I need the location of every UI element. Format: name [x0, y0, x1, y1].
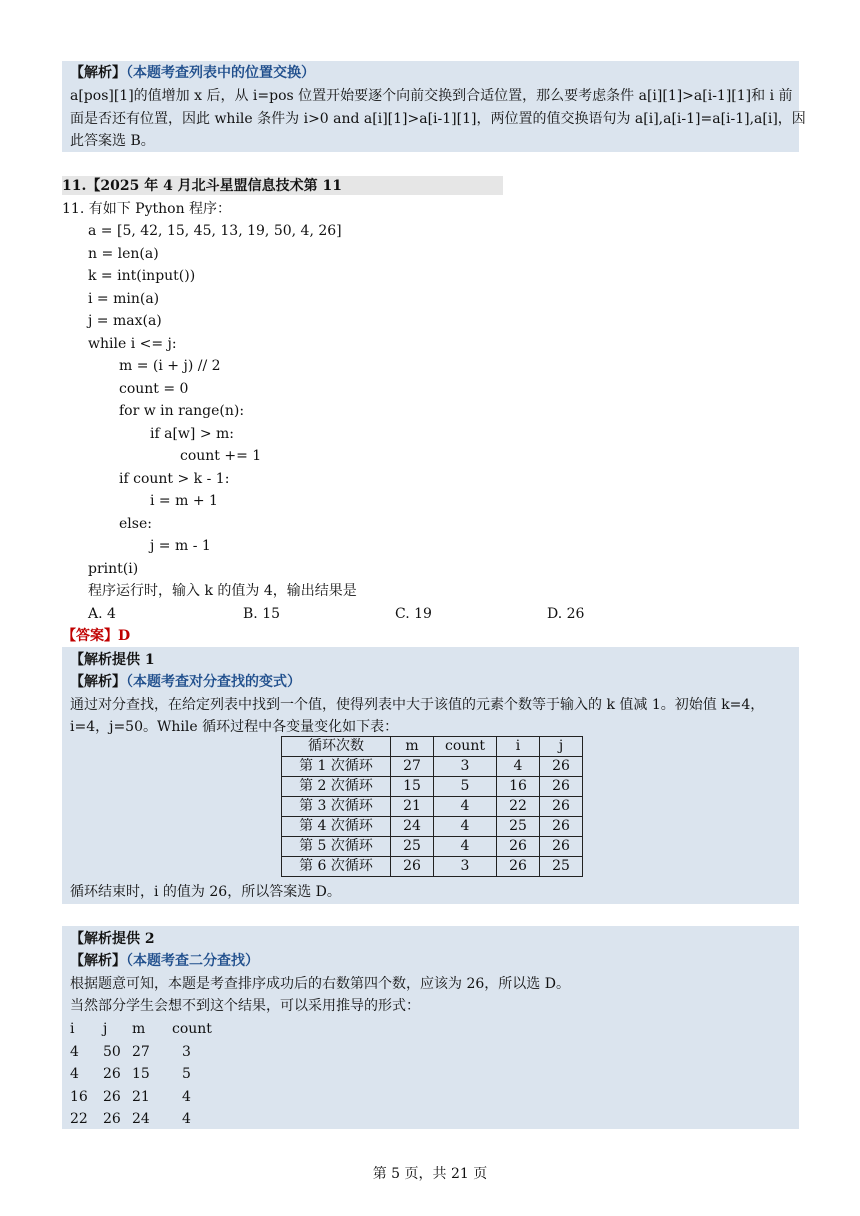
table-cell: 26: [540, 797, 583, 817]
trace-cell: 4: [182, 1088, 191, 1105]
analysis1-line: 通过对分查找，在给定列表中找到一个值，使得列表中大于该值的元素个数等于输入的 k 值减 1。初始值 k=4，: [70, 697, 765, 713]
analysis1-conclusion: 循环结束时，i 的值为 26，所以答案选 D。: [70, 884, 341, 900]
table-cell: 25: [391, 837, 434, 857]
table-cell: 26: [497, 857, 540, 877]
answer-value: D: [118, 628, 131, 644]
trace-cell: 24: [132, 1111, 150, 1127]
code-line: else:: [119, 515, 152, 532]
trace-cell: 15: [132, 1066, 150, 1082]
table-cell: 26: [497, 837, 540, 857]
analysis-note: （本题考查二分查找）: [126, 953, 259, 969]
page-footer: 第 5 页，共 21 页: [372, 1166, 488, 1182]
code-line: i = min(a): [88, 290, 160, 307]
code-line: if count > k - 1:: [119, 470, 230, 487]
analysis-note: （本题考查对分查找的变式）: [126, 674, 301, 690]
trace-cell: 4: [182, 1111, 191, 1127]
analysis-note: （本题考查列表中的位置交换）: [126, 65, 315, 81]
option-d: D. 26: [547, 606, 585, 622]
code-line: if a[w] > m:: [150, 425, 234, 442]
option-c: C. 19: [395, 606, 432, 622]
analysis2-line: 根据题意可知，本题是考查排序成功后的右数第四个数，应该为 26，所以选 D。: [70, 976, 570, 992]
table-cell: 第 5 次循环: [282, 837, 391, 857]
question-header: 11.【2025 年 4 月北斗星盟信息技术第 11: [62, 178, 343, 194]
table-cell: 22: [497, 797, 540, 817]
trace-cell: 26: [103, 1111, 121, 1127]
table-header: m: [391, 737, 434, 757]
table-row: [282, 817, 583, 837]
table-cell: 25: [497, 817, 540, 837]
code-line: count += 1: [180, 448, 262, 464]
code-line: k = int(input()): [88, 268, 196, 284]
code-line: j = max(a): [88, 313, 162, 329]
table-cell: 26: [391, 857, 434, 877]
table-row: [282, 837, 583, 857]
code-line: i = m + 1: [150, 493, 218, 509]
table-cell: 第 1 次循环: [282, 757, 391, 777]
table-cell: 26: [540, 777, 583, 797]
code-line: while i <= j:: [88, 335, 177, 352]
table-cell: 4: [434, 837, 497, 857]
table-cell: 26: [540, 837, 583, 857]
code-line: a = [5, 42, 15, 45, 13, 19, 50, 4, 26]: [88, 223, 342, 239]
trace-cell: 22: [70, 1111, 88, 1127]
table-cell: 15: [391, 777, 434, 797]
table-row: [282, 797, 583, 817]
table-cell: 4: [434, 817, 497, 837]
table-header: 循环次数: [282, 737, 391, 757]
trace-cell: 4: [70, 1043, 79, 1060]
answer-label: 【答案】: [62, 628, 118, 644]
analysis-line: 面是否还有位置，因此 while 条件为 i>0 and a[i][1]>a[i-1][1]，两位置的值交换语句为 a[i],a[i-1]=a[i-1],a[i]，因: [70, 111, 806, 127]
analysis-line: 此答案选 B。: [70, 133, 155, 149]
code-line: print(i): [88, 560, 139, 577]
question-stem: 11. 有如下 Python 程序：: [62, 201, 232, 217]
analysis1-title: 【解析提供 1: [70, 652, 155, 668]
table-cell: 4: [497, 757, 540, 777]
trace-cell: 4: [70, 1066, 79, 1082]
loop-table: [281, 736, 583, 877]
table-cell: 3: [434, 757, 497, 777]
analysis1-heading: [70, 672, 301, 692]
analysis2-line: 当然部分学生会想不到这个结果，可以采用推导的形式：: [70, 998, 420, 1014]
analysis-line: a[pos][1]的值增加 x 后，从 i=pos 位置开始要逐个向前交换到合适位置，那么要考虑条件 a[i][1]>a[i-1][1]和 i 前: [70, 88, 793, 104]
trace-cell: 21: [132, 1088, 150, 1105]
table-cell: 第 4 次循环: [282, 817, 391, 837]
trace-cell: 5: [182, 1066, 191, 1082]
code-line: n = len(a): [88, 245, 159, 262]
table-cell: 3: [434, 857, 497, 877]
analysis2-title: 【解析提供 2: [70, 931, 155, 947]
trace-header: j: [103, 1021, 108, 1037]
table-row: [282, 757, 583, 777]
table-cell: 第 3 次循环: [282, 797, 391, 817]
table-header-row: [282, 737, 583, 757]
analysis-label: 【解析】: [70, 65, 126, 81]
code-line: j = m - 1: [150, 538, 211, 554]
trace-header: m: [132, 1021, 146, 1037]
trace-cell: 26: [103, 1066, 121, 1082]
table-cell: 4: [434, 797, 497, 817]
analysis-heading-prev: [70, 63, 315, 83]
trace-cell: 16: [70, 1088, 88, 1105]
analysis2-heading: [70, 951, 259, 971]
code-line: count = 0: [119, 380, 189, 397]
trace-cell: 27: [132, 1043, 150, 1060]
table-header: j: [540, 737, 583, 757]
trace-cell: 26: [103, 1088, 121, 1105]
table-cell: 16: [497, 777, 540, 797]
table-cell: 26: [540, 817, 583, 837]
trace-header: count: [172, 1021, 212, 1037]
question-prompt: 程序运行时，输入 k 的值为 4，输出结果是: [88, 583, 357, 599]
table-cell: 21: [391, 797, 434, 817]
table-row: [282, 857, 583, 877]
table-cell: 5: [434, 777, 497, 797]
table-cell: 第 6 次循环: [282, 857, 391, 877]
table-cell: 第 2 次循环: [282, 777, 391, 797]
table-cell: 26: [540, 757, 583, 777]
trace-header: i: [70, 1021, 75, 1037]
analysis-label: 【解析】: [70, 953, 126, 969]
table-cell: 25: [540, 857, 583, 877]
option-a: A. 4: [88, 606, 116, 622]
analysis1-line: i=4，j=50。While 循环过程中各变量变化如下表：: [70, 719, 399, 735]
table-cell: 24: [391, 817, 434, 837]
code-line: m = (i + j) // 2: [119, 358, 221, 374]
table-header: i: [497, 737, 540, 757]
code-line: for w in range(n):: [119, 403, 245, 419]
table-header: count: [434, 737, 497, 757]
analysis-label: 【解析】: [70, 674, 126, 690]
option-b: B. 15: [243, 606, 281, 622]
answer-line: [62, 626, 130, 646]
trace-cell: 50: [103, 1043, 121, 1060]
table-cell: 27: [391, 757, 434, 777]
trace-cell: 3: [182, 1043, 191, 1060]
table-row: [282, 777, 583, 797]
